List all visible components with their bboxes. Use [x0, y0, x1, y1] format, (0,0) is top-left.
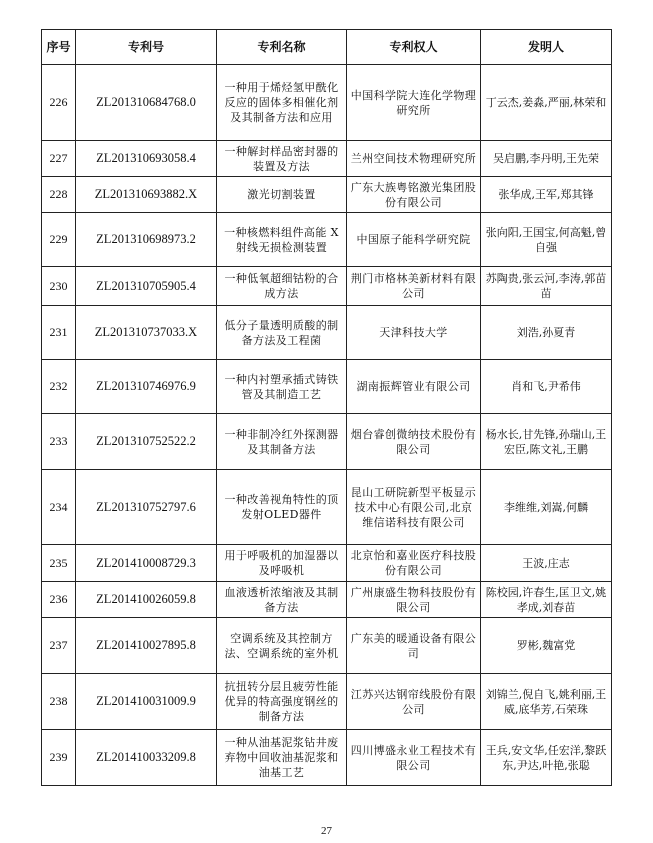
patent-table — [41, 29, 612, 786]
row-no: 233 — [42, 414, 76, 470]
row-patentee: 北京怡和嘉业医疗科技股份有限公司 — [347, 545, 481, 582]
row-inventor: 李维维,刘嵩,何麟 — [481, 470, 612, 545]
row-patent-no: ZL201410008729.3 — [76, 545, 217, 582]
table-row — [42, 414, 612, 470]
header-patent-name: 专利名称 — [217, 30, 347, 65]
row-patent-name: 一种非制冷红外探测器及其制备方法 — [217, 414, 347, 470]
patent-table-sheet — [41, 29, 611, 786]
row-patent-name: 用于呼吸机的加湿器以及呼吸机 — [217, 545, 347, 582]
row-patent-no: ZL201310684768.0 — [76, 65, 217, 141]
row-patent-no: ZL201310737033.X — [76, 306, 217, 360]
table-row — [42, 360, 612, 414]
row-patent-no: ZL201310693882.X — [76, 177, 217, 213]
table-row — [42, 730, 612, 786]
row-no: 231 — [42, 306, 76, 360]
header-patent-no: 专利号 — [76, 30, 217, 65]
row-inventor: 丁云杰,姜淼,严丽,林荣和 — [481, 65, 612, 141]
header-no: 序号 — [42, 30, 76, 65]
row-patentee: 天津科技大学 — [347, 306, 481, 360]
row-patent-name: 一种改善视角特性的顶发射OLED器件 — [217, 470, 347, 545]
row-patent-no: ZL201310698973.2 — [76, 213, 217, 267]
row-patent-name: 一种用于烯烃氢甲酰化反应的固体多相催化剂及其制备方法和应用 — [217, 65, 347, 141]
row-no: 238 — [42, 674, 76, 730]
table-row — [42, 177, 612, 213]
row-inventor: 陈校园,许春生,匡卫文,姚孝成,刘春苗 — [481, 582, 612, 618]
row-no: 230 — [42, 267, 76, 306]
row-patent-no: ZL201310752522.2 — [76, 414, 217, 470]
row-inventor: 吴启鹏,李丹明,王先荣 — [481, 141, 612, 177]
row-patentee: 四川博盛永业工程技术有限公司 — [347, 730, 481, 786]
table-row — [42, 582, 612, 618]
row-patentee: 广州康盛生物科技股份有限公司 — [347, 582, 481, 618]
row-patent-name: 一种内衬塑承插式铸铁管及其制造工艺 — [217, 360, 347, 414]
table-row — [42, 141, 612, 177]
row-inventor: 杨水长,甘先锋,孙瑞山,王宏臣,陈文礼,王鹏 — [481, 414, 612, 470]
row-patent-no: ZL201410027895.8 — [76, 618, 217, 674]
row-patent-name: 一种解封样品密封器的装置及方法 — [217, 141, 347, 177]
row-inventor: 罗彬,魏富党 — [481, 618, 612, 674]
row-patent-name: 抗扭转分层且疲劳性能优异的特高强度钢丝的制备方法 — [217, 674, 347, 730]
row-inventor: 王波,庄志 — [481, 545, 612, 582]
row-patentee: 江苏兴达钢帘线股份有限公司 — [347, 674, 481, 730]
row-patentee: 广东美的暖通设备有限公司 — [347, 618, 481, 674]
table-header-row — [42, 30, 612, 65]
row-patent-name: 激光切割装置 — [217, 177, 347, 213]
row-patentee: 广东大族粤铭激光集团股份有限公司 — [347, 177, 481, 213]
table-row — [42, 213, 612, 267]
row-patent-no: ZL201410031009.9 — [76, 674, 217, 730]
table-row — [42, 306, 612, 360]
row-patentee: 昆山工研院新型平板显示技术中心有限公司,北京维信诺科技有限公司 — [347, 470, 481, 545]
row-patentee: 兰州空间技术物理研究所 — [347, 141, 481, 177]
table-row — [42, 674, 612, 730]
header-inventor: 发明人 — [481, 30, 612, 65]
row-inventor: 苏陶贵,张云河,李涛,郭苗苗 — [481, 267, 612, 306]
row-no: 227 — [42, 141, 76, 177]
row-patent-name: 空调系统及其控制方法、空调系统的室外机 — [217, 618, 347, 674]
row-patent-name: 血液透析浓缩液及其制备方法 — [217, 582, 347, 618]
row-patent-no: ZL201310693058.4 — [76, 141, 217, 177]
row-no: 239 — [42, 730, 76, 786]
header-patentee: 专利权人 — [347, 30, 481, 65]
row-patent-name: 低分子量透明质酸的制备方法及工程菌 — [217, 306, 347, 360]
row-inventor: 肖和飞,尹希伟 — [481, 360, 612, 414]
row-patentee: 湖南振辉管业有限公司 — [347, 360, 481, 414]
table-row — [42, 267, 612, 306]
row-patent-name: 一种低氧超细钴粉的合成方法 — [217, 267, 347, 306]
row-patent-no: ZL201310752797.6 — [76, 470, 217, 545]
row-patentee: 中国原子能科学研究院 — [347, 213, 481, 267]
table-row — [42, 618, 612, 674]
row-inventor: 张华成,王军,郑其锋 — [481, 177, 612, 213]
row-inventor: 刘浩,孙夏青 — [481, 306, 612, 360]
table-row — [42, 545, 612, 582]
row-patent-no: ZL201310746976.9 — [76, 360, 217, 414]
row-patent-no: ZL201410026059.8 — [76, 582, 217, 618]
row-patentee: 荆门市格林美新材料有限公司 — [347, 267, 481, 306]
row-inventor: 张向阳,王国宝,何高魁,曾自强 — [481, 213, 612, 267]
row-no: 229 — [42, 213, 76, 267]
row-patentee: 中国科学院大连化学物理研究所 — [347, 65, 481, 141]
row-no: 232 — [42, 360, 76, 414]
row-no: 226 — [42, 65, 76, 141]
table-row — [42, 65, 612, 141]
row-no: 237 — [42, 618, 76, 674]
row-inventor: 刘锦兰,倪自飞,姚利丽,王威,底华芳,石荣珠 — [481, 674, 612, 730]
row-patent-no: ZL201310705905.4 — [76, 267, 217, 306]
row-no: 236 — [42, 582, 76, 618]
row-patent-name: 一种从油基泥浆钻井废弃物中回收油基泥浆和油基工艺 — [217, 730, 347, 786]
row-inventor: 王兵,安文华,任宏洋,黎跃东,尹达,叶艳,张聪 — [481, 730, 612, 786]
row-patent-no: ZL201410033209.8 — [76, 730, 217, 786]
row-no: 228 — [42, 177, 76, 213]
row-no: 235 — [42, 545, 76, 582]
row-patentee: 烟台睿创微纳技术股份有限公司 — [347, 414, 481, 470]
row-patent-name: 一种核燃料组件高能 X 射线无损检测装置 — [217, 213, 347, 267]
row-no: 234 — [42, 470, 76, 545]
page-number: 27 — [321, 825, 332, 837]
table-row — [42, 470, 612, 545]
